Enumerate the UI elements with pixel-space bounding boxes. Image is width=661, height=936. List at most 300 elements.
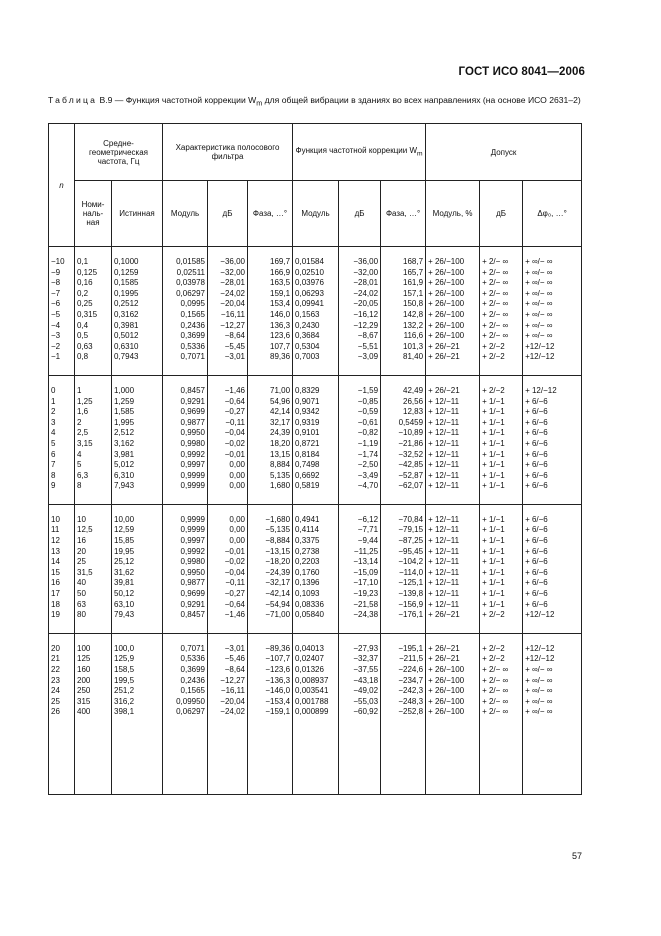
- table-cell: 0,2436: [163, 676, 208, 687]
- table-cell: 32,17: [248, 418, 293, 429]
- table-row: [49, 268, 582, 279]
- table-cell: 0,00: [208, 460, 248, 471]
- table-cell: −87,25: [381, 536, 426, 547]
- table-row: [49, 676, 582, 687]
- table-cell: 0,7003: [293, 352, 339, 375]
- table-cell: −6: [49, 299, 75, 310]
- table-cell: + 12/−11: [426, 547, 480, 558]
- table-cell: 0,2: [75, 289, 112, 300]
- table-cell: −20,04: [208, 697, 248, 708]
- table-cell: 0,1995: [112, 289, 163, 300]
- table-cell: + ∞/− ∞: [523, 299, 582, 310]
- table-cell: −8: [49, 278, 75, 289]
- table-cell: 6: [49, 450, 75, 461]
- table-cell: 107,7: [248, 342, 293, 353]
- table-cell: 0,00: [208, 525, 248, 536]
- table-cell: + 6/−6: [523, 568, 582, 579]
- table-row: [49, 247, 582, 268]
- table-cell: 0,3162: [112, 310, 163, 321]
- table-cell: + ∞/− ∞: [523, 321, 582, 332]
- table-row: [49, 654, 582, 665]
- table-cell: −1,59: [339, 375, 381, 396]
- table-cell: 0,3375: [293, 536, 339, 547]
- table-cell: 25: [75, 557, 112, 568]
- table-cell: + 2/−2: [480, 633, 523, 654]
- table-cell: −0,85: [339, 397, 381, 408]
- table-cell: + ∞/− ∞: [523, 676, 582, 687]
- table-cell: −20,04: [208, 299, 248, 310]
- table-cell: 50: [75, 589, 112, 600]
- table-cell: + 1/−1: [480, 428, 523, 439]
- table-cell: + 1/−1: [480, 471, 523, 482]
- table-cell: 0,4: [75, 321, 112, 332]
- table-cell: 100: [75, 633, 112, 654]
- table-row: [49, 331, 582, 342]
- table-cell: + 1/−1: [480, 557, 523, 568]
- table-cell: 1: [75, 375, 112, 396]
- table-cell: −32,17: [248, 578, 293, 589]
- table-cell: + 12/−11: [426, 439, 480, 450]
- table-row: [49, 697, 582, 708]
- table-cell: + 2/−2: [480, 342, 523, 353]
- table-cell: −36,00: [339, 247, 381, 268]
- table-cell: 0,00: [208, 536, 248, 547]
- table-row: [49, 578, 582, 589]
- table-cell: −153,4: [248, 697, 293, 708]
- table-cell: 18: [49, 600, 75, 611]
- table-cell: 0,5336: [163, 342, 208, 353]
- table-cell: 142,8: [381, 310, 426, 321]
- table-cell: 42,49: [381, 375, 426, 396]
- table-row: [49, 321, 582, 332]
- table-cell: 63,10: [112, 600, 163, 611]
- table-row: [49, 589, 582, 600]
- table-cell: 10: [75, 504, 112, 525]
- table-row: [49, 665, 582, 676]
- table-cell: 25,12: [112, 557, 163, 568]
- table-cell: 0,2738: [293, 547, 339, 558]
- table-cell: 1,995: [112, 418, 163, 429]
- table-cell: 16: [49, 578, 75, 589]
- table-cell: 0,5012: [112, 331, 163, 342]
- table-row: [49, 278, 582, 289]
- table-cell: −0,01: [208, 547, 248, 558]
- table-cell: −2,50: [339, 460, 381, 471]
- table-cell: 2: [75, 418, 112, 429]
- table-cell: 4: [49, 428, 75, 439]
- col-tol-modulus: Модуль, %: [426, 181, 480, 247]
- table-cell: −234,7: [381, 676, 426, 687]
- table-cell: +12/−12: [523, 654, 582, 665]
- table-cell: + 1/−1: [480, 418, 523, 429]
- table-cell: 316,2: [112, 697, 163, 708]
- table-cell: 11: [49, 525, 75, 536]
- table-cell: −0,64: [208, 397, 248, 408]
- table-cell: 31,5: [75, 568, 112, 579]
- table-cell: −13,14: [339, 557, 381, 568]
- table-cell: −104,2: [381, 557, 426, 568]
- table-row: [49, 557, 582, 568]
- table-cell: 0,1565: [163, 310, 208, 321]
- table-cell: 166,9: [248, 268, 293, 279]
- table-cell: + 1/−1: [480, 481, 523, 504]
- table-cell: −52,87: [381, 471, 426, 482]
- table-cell: + 12/−11: [426, 504, 480, 525]
- table-cell: + 6/−6: [523, 471, 582, 482]
- table-cell: −248,3: [381, 697, 426, 708]
- table-cell: −156,9: [381, 600, 426, 611]
- table-cell: + 2/− ∞: [480, 707, 523, 718]
- table-cell: + 6/−6: [523, 407, 582, 418]
- table-cell: 23: [49, 676, 75, 687]
- table-cell: + 6/−6: [523, 418, 582, 429]
- table-cell: −24,02: [339, 289, 381, 300]
- table-row: [49, 439, 582, 450]
- weighting-table: [48, 123, 582, 795]
- table-row: [49, 289, 582, 300]
- table-row: [49, 707, 582, 718]
- col-filter-phase: Фаза, …°: [248, 181, 293, 247]
- table-cell: 5: [49, 439, 75, 450]
- table-cell: −62,07: [381, 481, 426, 504]
- table-cell: −146,0: [248, 686, 293, 697]
- table-cell: −19,23: [339, 589, 381, 600]
- table-row: [49, 299, 582, 310]
- table-cell: −32,00: [208, 268, 248, 279]
- table-cell: + ∞/− ∞: [523, 278, 582, 289]
- table-cell: 116,6: [381, 331, 426, 342]
- table-cell: 0,5336: [163, 654, 208, 665]
- table-row: [49, 536, 582, 547]
- col-exact: Истинная: [112, 181, 163, 247]
- table-cell: 0,1760: [293, 568, 339, 579]
- table-cell: 8,884: [248, 460, 293, 471]
- table-cell: −0,27: [208, 407, 248, 418]
- table-cell: −0,04: [208, 428, 248, 439]
- table-cell: 0,9291: [163, 397, 208, 408]
- table-cell: 80: [75, 610, 112, 633]
- table-cell: 0,9997: [163, 536, 208, 547]
- table-cell: + 2/− ∞: [480, 697, 523, 708]
- table-cell: + 2/− ∞: [480, 278, 523, 289]
- table-row: [49, 310, 582, 321]
- table-cell: 0,2436: [163, 321, 208, 332]
- table-cell: −114,0: [381, 568, 426, 579]
- table-cell: 0,9877: [163, 418, 208, 429]
- table-cell: 168,7: [381, 247, 426, 268]
- table-cell: −3,01: [208, 352, 248, 375]
- table-cell: +12/−12: [523, 352, 582, 375]
- table-row: [49, 568, 582, 579]
- table-cell: + 12/−11: [426, 471, 480, 482]
- table-cell: + 26/−21: [426, 342, 480, 353]
- table-row: [49, 610, 582, 633]
- group-2: [49, 504, 582, 633]
- table-cell: 0,05840: [293, 610, 339, 633]
- table-cell: 0,9999: [163, 504, 208, 525]
- table-cell: 10: [49, 504, 75, 525]
- table-cell: 0,9997: [163, 460, 208, 471]
- table-cell: 0,9071: [293, 397, 339, 408]
- table-cell: + 6/−6: [523, 439, 582, 450]
- table-row: [49, 686, 582, 697]
- table-cell: + 1/−1: [480, 397, 523, 408]
- table-cell: −28,01: [339, 278, 381, 289]
- table-cell: −8,884: [248, 536, 293, 547]
- col-filter-db: дБ: [208, 181, 248, 247]
- table-cell: −242,3: [381, 686, 426, 697]
- table-cell: 0,7498: [293, 460, 339, 471]
- table-cell: −1: [49, 352, 75, 375]
- table-cell: 81,40: [381, 352, 426, 375]
- table-cell: 0,8329: [293, 375, 339, 396]
- table-cell: 0,03978: [163, 278, 208, 289]
- table-cell: −10: [49, 247, 75, 268]
- table-cell: 0,4941: [293, 504, 339, 525]
- table-cell: −7,71: [339, 525, 381, 536]
- table-cell: 0,06297: [163, 289, 208, 300]
- table-cell: 125: [75, 654, 112, 665]
- table-cell: + 12/−11: [426, 525, 480, 536]
- table-cell: −12,27: [208, 676, 248, 687]
- table-cell: −11,25: [339, 547, 381, 558]
- table-cell: + 26/−100: [426, 331, 480, 342]
- table-cell: + 6/−6: [523, 557, 582, 568]
- table-cell: + 2/− ∞: [480, 299, 523, 310]
- table-cell: 1,680: [248, 481, 293, 504]
- table-cell: 0,06297: [163, 707, 208, 718]
- table-cell: −0,01: [208, 450, 248, 461]
- table-cell: + 6/−6: [523, 428, 582, 439]
- table-cell: + 6/−6: [523, 481, 582, 504]
- table-cell: −139,8: [381, 589, 426, 600]
- table-cell: + 6/−6: [523, 460, 582, 471]
- table-cell: + 26/−100: [426, 676, 480, 687]
- table-cell: 25: [49, 697, 75, 708]
- table-cell: −60,92: [339, 707, 381, 718]
- table-cell: 6,3: [75, 471, 112, 482]
- table-cell: 0,8184: [293, 450, 339, 461]
- table-cell: 0,000899: [293, 707, 339, 718]
- table-cell: + ∞/− ∞: [523, 268, 582, 279]
- table-cell: −12,27: [208, 321, 248, 332]
- table-cell: 0,8457: [163, 610, 208, 633]
- table-cell: −24,39: [248, 568, 293, 579]
- table-cell: −37,55: [339, 665, 381, 676]
- table-cell: 0,7943: [112, 352, 163, 375]
- table-cell: 315: [75, 697, 112, 708]
- table-cell: 161,9: [381, 278, 426, 289]
- table-cell: −42,85: [381, 460, 426, 471]
- table-cell: −0,02: [208, 557, 248, 568]
- table-cell: 0,02511: [163, 268, 208, 279]
- table-cell: 0,00: [208, 481, 248, 504]
- table-cell: + 12/−11: [426, 460, 480, 471]
- table-cell: 0,7071: [163, 633, 208, 654]
- table-cell: 0: [49, 375, 75, 396]
- table-cell: + ∞/− ∞: [523, 697, 582, 708]
- table-cell: −18,20: [248, 557, 293, 568]
- table-row: [49, 471, 582, 482]
- table-cell: 400: [75, 707, 112, 718]
- table-cell: + 1/−1: [480, 460, 523, 471]
- group-0: [49, 247, 582, 376]
- table-cell: 0,01585: [163, 247, 208, 268]
- table-cell: −21,86: [381, 439, 426, 450]
- table-cell: −1,680: [248, 504, 293, 525]
- table-cell: + ∞/− ∞: [523, 665, 582, 676]
- table-cell: 0,06293: [293, 289, 339, 300]
- table-cell: 71,00: [248, 375, 293, 396]
- table-cell: −1,46: [208, 610, 248, 633]
- table-cell: −27,93: [339, 633, 381, 654]
- table-row: [49, 342, 582, 353]
- table-cell: 0,09941: [293, 299, 339, 310]
- table-cell: −125,1: [381, 578, 426, 589]
- table-cell: 3,981: [112, 450, 163, 461]
- table-cell: −2: [49, 342, 75, 353]
- table-cell: −176,1: [381, 610, 426, 633]
- table-cell: 132,2: [381, 321, 426, 332]
- table-cell: −8,67: [339, 331, 381, 342]
- col-group-tolerance: Допуск: [426, 124, 582, 181]
- table-cell: + 26/−100: [426, 321, 480, 332]
- table-cell: + 6/−6: [523, 397, 582, 408]
- table-cell: + 26/−100: [426, 697, 480, 708]
- table-cell: + 26/−21: [426, 654, 480, 665]
- table-cell: + 6/−6: [523, 589, 582, 600]
- table-row: [49, 600, 582, 611]
- table-cell: −70,84: [381, 504, 426, 525]
- table-cell: 0,09950: [163, 697, 208, 708]
- table-cell: 3,162: [112, 439, 163, 450]
- table-cell: + 26/−100: [426, 665, 480, 676]
- table-cell: 12: [49, 536, 75, 547]
- table-cell: 0,01326: [293, 665, 339, 676]
- table-cell: + 1/−1: [480, 439, 523, 450]
- table-cell: + 12/−11: [426, 578, 480, 589]
- table-cell: + 2/− ∞: [480, 310, 523, 321]
- table-cell: −9,44: [339, 536, 381, 547]
- table-cell: −32,00: [339, 268, 381, 279]
- table-cell: −55,03: [339, 697, 381, 708]
- table-cell: + 26/−100: [426, 310, 480, 321]
- col-filter-modulus: Модуль: [163, 181, 208, 247]
- table-cell: 42,14: [248, 407, 293, 418]
- table-cell: 0,001788: [293, 697, 339, 708]
- table-row: [49, 397, 582, 408]
- table-cell: −7: [49, 289, 75, 300]
- table-cell: + 2/−2: [480, 352, 523, 375]
- table-cell: −0,64: [208, 600, 248, 611]
- table-cell: 157,1: [381, 289, 426, 300]
- table-cell: 26,56: [381, 397, 426, 408]
- table-row: [49, 481, 582, 504]
- table-cell: 0,3684: [293, 331, 339, 342]
- table-cell: −5,46: [208, 654, 248, 665]
- table-cell: 8: [49, 471, 75, 482]
- table-cell: −1,46: [208, 375, 248, 396]
- table-cell: + ∞/− ∞: [523, 331, 582, 342]
- table-cell: 158,5: [112, 665, 163, 676]
- table-cell: 20: [49, 633, 75, 654]
- table-cell: 101,3: [381, 342, 426, 353]
- table-cell: 0,5819: [293, 481, 339, 504]
- table-cell: + 2/− ∞: [480, 321, 523, 332]
- table-cell: 0,9950: [163, 428, 208, 439]
- table-cell: + 26/−100: [426, 686, 480, 697]
- table-cell: 0,8: [75, 352, 112, 375]
- table-cell: −3,09: [339, 352, 381, 375]
- table-cell: 150,8: [381, 299, 426, 310]
- table-cell: −12,29: [339, 321, 381, 332]
- table-cell: 39,81: [112, 578, 163, 589]
- table-cell: 0,04013: [293, 633, 339, 654]
- table-cell: 0,3981: [112, 321, 163, 332]
- table-cell: 398,1: [112, 707, 163, 718]
- table-cell: + 26/−21: [426, 375, 480, 396]
- table-cell: −4: [49, 321, 75, 332]
- table-row: [49, 428, 582, 439]
- col-group-weighting: Функция частотной коррекции $W_m$: [293, 124, 426, 181]
- table-cell: 54,96: [248, 397, 293, 408]
- table-cell: 1,6: [75, 407, 112, 418]
- table-cell: + ∞/− ∞: [523, 686, 582, 697]
- table-cell: + 2/− ∞: [480, 686, 523, 697]
- table-cell: −211,5: [381, 654, 426, 665]
- table-cell: + 6/−6: [523, 536, 582, 547]
- table-cell: 5,012: [112, 460, 163, 471]
- table-cell: 0,02510: [293, 268, 339, 279]
- table-cell: 1,000: [112, 375, 163, 396]
- table-cell: 7: [49, 460, 75, 471]
- table-cell: + 12/−11: [426, 536, 480, 547]
- table-cell: + 6/−6: [523, 578, 582, 589]
- table-row: [49, 547, 582, 558]
- table-cell: −136,3: [248, 676, 293, 687]
- table-cell: 1,585: [112, 407, 163, 418]
- table-cell: 0,9699: [163, 407, 208, 418]
- table-cell: 24: [49, 686, 75, 697]
- table-cell: + 6/−6: [523, 504, 582, 525]
- table-cell: 0,1396: [293, 578, 339, 589]
- table-cell: 3: [49, 418, 75, 429]
- table-cell: + 1/−1: [480, 568, 523, 579]
- table-cell: 0,08336: [293, 600, 339, 611]
- table-cell: 13,15: [248, 450, 293, 461]
- table-cell: + 12/−11: [426, 407, 480, 418]
- table-cell: 1: [49, 397, 75, 408]
- table-cell: 2,5: [75, 428, 112, 439]
- table-cell: + 6/−6: [523, 525, 582, 536]
- table-cell: 0,9980: [163, 439, 208, 450]
- group-1: [49, 375, 582, 504]
- table-cell: 0,00: [208, 504, 248, 525]
- table-cell: 6,310: [112, 471, 163, 482]
- table-cell: 0,02407: [293, 654, 339, 665]
- table-cell: −1,74: [339, 450, 381, 461]
- table-cell: + ∞/− ∞: [523, 707, 582, 718]
- table-cell: −0,61: [339, 418, 381, 429]
- table-cell: −21,58: [339, 600, 381, 611]
- table-cell: + 12/−11: [426, 589, 480, 600]
- table-cell: −5: [49, 310, 75, 321]
- table-cell: −20,05: [339, 299, 381, 310]
- table-cell: + 12/−11: [426, 568, 480, 579]
- table-cell: 0,63: [75, 342, 112, 353]
- table-cell: + 6/−6: [523, 450, 582, 461]
- table-cell: + 1/−1: [480, 589, 523, 600]
